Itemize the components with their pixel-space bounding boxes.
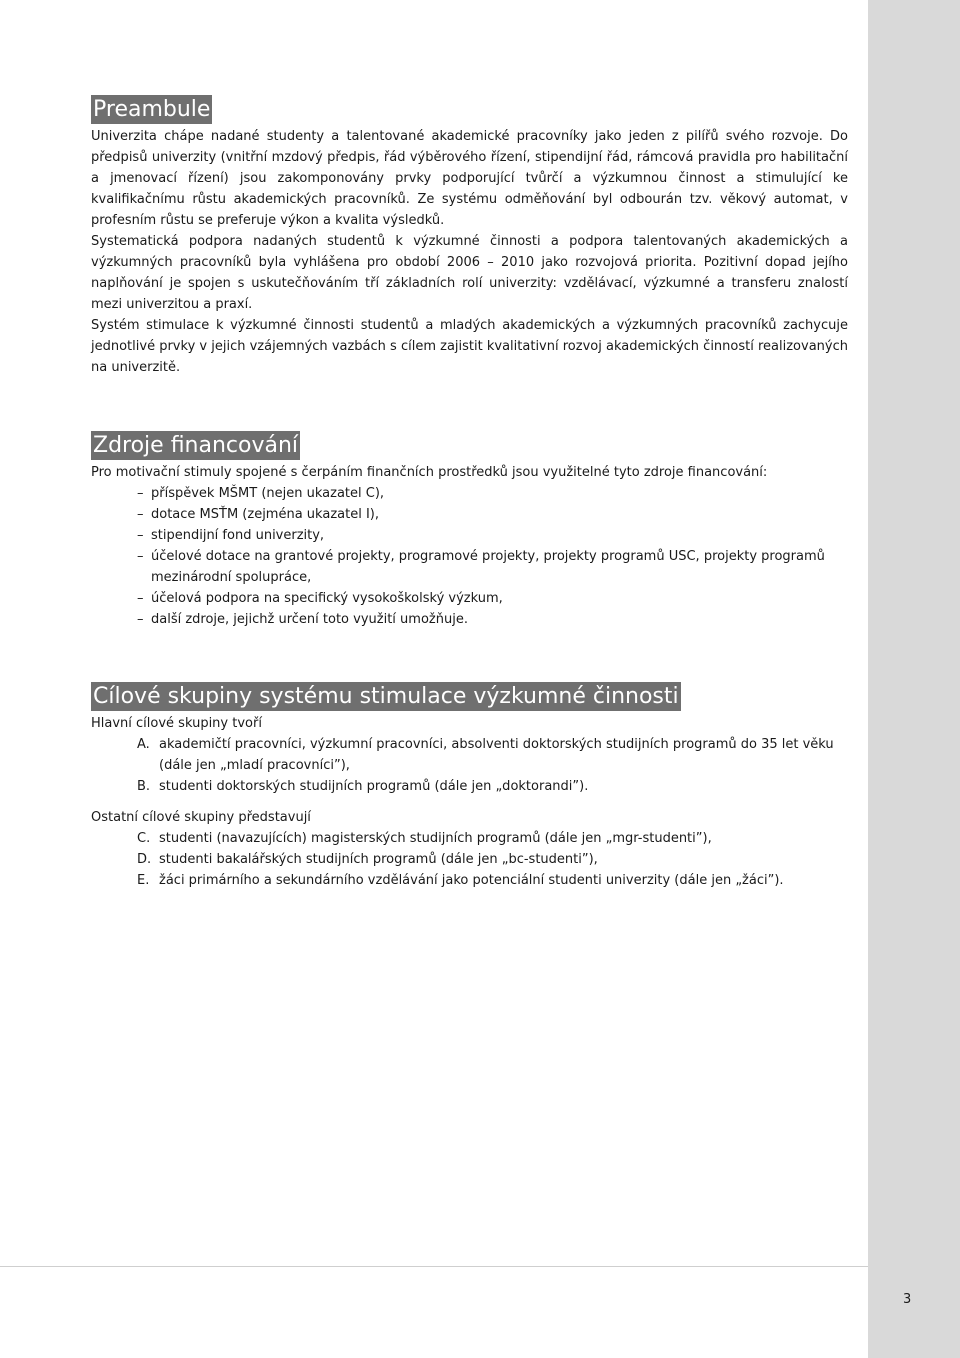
list-item-text: dotace MSŤM (zejména ukazatel I), [151,507,379,522]
other-groups-label: Ostatní cílové skupiny představují [91,810,311,825]
list-item [137,828,848,849]
item-text: studenti doktorských studijních programů (dále jen „doktorandi”). [159,779,589,794]
list-item-text: příspěvek MŠMT (nejen ukazatel C), [151,486,385,501]
list-item-text: další zdroje, jejichž určení toto využití umožňuje. [151,612,468,627]
list-item [137,504,848,525]
dash-bullet: – [137,507,144,522]
dash-bullet: – [137,549,144,564]
item-text: žáci primárního a sekundárního vzdělávání jako potenciální studenti univerzity (dále jen „žáci”). [159,873,784,888]
list-item-text: účelová podpora na specifický vysokoškolský výzkum, [151,591,503,606]
preambule-paragraph-2: Systematická podpora nadaných studentů k výzkumné činnosti a podpora talentovaných akademických a výzkumných pracovníků byla vyhlášena pro období 2006 – 2010 jako rozvojová priorita. Pozitivní dopad jejího naplňování je spojen s uskutečňováním tří základních rolí univerzity: vzdělávací, výzkumné a transferu znalostí mezi univerzitou a praxí. [91,234,848,312]
dash-bullet: – [137,486,144,501]
dash-bullet: – [137,591,144,606]
list-item [137,609,848,630]
dash-bullet: – [137,612,144,627]
heading-zdroje: Zdroje financování [93,433,299,458]
heading-cilove-skupiny: Cílové skupiny systému stimulace výzkumné činnosti [93,684,679,709]
main-groups-list [91,734,848,797]
item-text: akademičtí pracovníci, výzkumní pracovníci, absolventi doktorských studijních programů do 35 let věku (dále jen „mladí pracovníci”), [159,737,834,773]
heading-preambule: Preambule [93,97,211,122]
list-item [137,776,848,797]
list-item [137,483,848,504]
page-content [91,95,848,891]
list-item [137,525,848,546]
dash-bullet: – [137,528,144,543]
list-item-text: účelové dotace na grantové projekty, programové projekty, projekty programů USC, projekty programů mezinárodní spolupráce, [151,549,825,585]
preambule-paragraph-3: Systém stimulace k výzkumné činnosti studentů a mladých akademických a výzkumných pracovníků zachycuje jednotlivé prvky v jejich vzájemných vazbách s cílem zajistit kvalitativní rozvoj akademických činností realizovaných na univerzitě. [91,318,848,375]
list-item [137,870,848,891]
item-letter: D. [137,852,152,867]
preambule-paragraph-1: Univerzita chápe nadané studenty a talentované akademické pracovníky jako jeden z pilířů svého rozvoje. Do předpisů univerzity (vnitřní mzdový předpis, řád výběrového řízení, stipendijní řád, rámcová pravidla pro habilitační a jmenovací řízení) jsou zakomponovány prvky podporující tvůrčí a výzkumnou činnost a stimulující ke kvalifikačnímu růstu akademických pracovníků. Ze systému odměňování byl odbourán tzv. věkový automat, v profesním růstu se preferuje výkon a kvalita výsledků. [91,129,848,228]
list-item [137,849,848,870]
zdroje-intro: Pro motivační stimuly spojené s čerpáním finančních prostředků jsou využitelné tyto zdroje financování: [91,465,768,480]
main-groups-label: Hlavní cílové skupiny tvoří [91,716,262,731]
footer-rule [0,1266,868,1267]
item-text: studenti bakalářských studijních programů (dále jen „bc-studenti”), [159,852,598,867]
item-letter: A. [137,737,150,752]
item-letter: E. [137,873,150,888]
list-item [137,588,848,609]
list-item-text: stipendijní fond univerzity, [151,528,325,543]
side-band [868,0,960,1358]
item-letter: C. [137,831,151,846]
page-number: 3 [903,1292,912,1307]
list-item [137,546,848,588]
item-text: studenti (navazujících) magisterských studijních programů (dále jen „mgr-studenti”), [159,831,712,846]
zdroje-list [91,483,848,630]
item-letter: B. [137,779,151,794]
other-groups-list [91,828,848,891]
list-item [137,734,848,776]
